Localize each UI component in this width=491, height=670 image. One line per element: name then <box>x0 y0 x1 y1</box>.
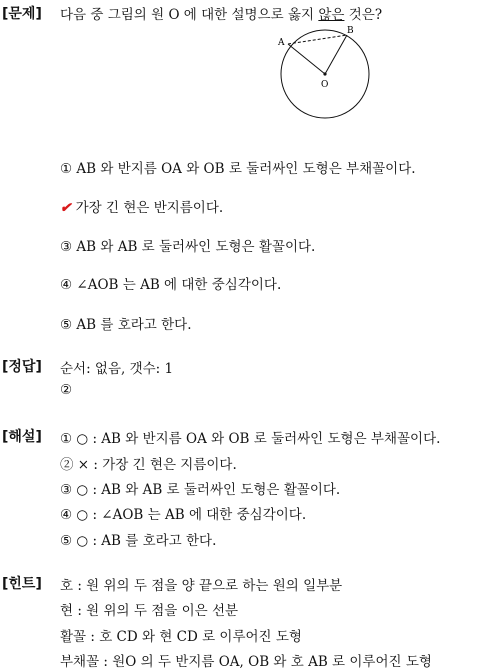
choice-1[interactable] <box>60 157 416 177</box>
choice-marker: ④ <box>60 277 73 293</box>
choice-4[interactable] <box>60 273 281 293</box>
hint-line: 호 : 원 위의 두 점을 양 끝으로 하는 원의 일부분 <box>60 578 343 594</box>
explanation-line: ⑤ ○ : AB 를 호라고 한다. <box>60 533 217 549</box>
choice-text: AB 와 반지름 OA 와 OB 로 둘러싸인 도형은 부채꼴이다. <box>76 161 416 177</box>
circle-figure <box>275 24 375 124</box>
choice-text: 가장 긴 현은 반지름이다. <box>75 200 224 216</box>
explanation-line: ④ ○ : ∠AOB 는 AB 에 대한 중심각이다. <box>60 507 307 523</box>
choice-text: ∠AOB 는 AB 에 대한 중심각이다. <box>76 277 282 293</box>
choice-marker: ③ <box>60 239 73 255</box>
chord-ab <box>288 35 347 44</box>
choice-marker: ① <box>60 161 73 177</box>
hint-line: 부채꼴 : 원O 의 두 반지름 OA, OB 와 호 AB 로 이루어진 도형 <box>60 654 432 670</box>
choice-text: AB 와 AB 로 둘러싸인 도형은 활꼴이다. <box>76 239 316 255</box>
explanation-line: ② × : 가장 긴 현은 지름이다. <box>60 457 237 473</box>
choice-3[interactable] <box>60 235 315 255</box>
explanation-line: ① ○ : AB 와 반지름 OA 와 OB 로 둘러싸인 도형은 부채꼴이다. <box>60 431 441 447</box>
prompt-after: 것은? <box>344 7 383 23</box>
prompt-before: 다음 중 그림의 원 O 에 대한 설명으로 옳지 <box>60 7 319 23</box>
choice-2[interactable] <box>60 196 223 216</box>
hint-line: 현 : 원 위의 두 점을 이은 선분 <box>60 603 239 619</box>
radius-ob <box>325 35 347 74</box>
explanation-line: ③ ○ : AB 와 AB 로 둘러싸인 도형은 활꼴이다. <box>60 482 341 498</box>
choice-text: AB 를 호라고 한다. <box>76 317 192 333</box>
hint-tag: [힌트] <box>2 576 42 592</box>
question-prompt <box>60 3 382 23</box>
label-o: O <box>321 80 329 90</box>
choice-5[interactable] <box>60 313 192 333</box>
hint-line: 활꼴 : 호 CD 와 현 CD 로 이루어진 도형 <box>60 629 302 645</box>
question-tag: [문제] <box>2 6 42 22</box>
answer-order-count: 순서: 없음, 갯수: 1 <box>60 361 174 377</box>
label-b: B <box>347 26 354 36</box>
answer-value: ② <box>60 382 73 398</box>
radius-oa <box>288 44 325 74</box>
explanation-tag: [해설] <box>2 429 42 445</box>
choice-marker: ⑤ <box>60 317 73 333</box>
label-a: A <box>278 38 285 48</box>
check-icon: ✔ <box>60 200 72 216</box>
prompt-underlined: 않은 <box>318 7 345 23</box>
center-point <box>323 72 326 75</box>
answer-tag: [정답] <box>2 359 42 375</box>
